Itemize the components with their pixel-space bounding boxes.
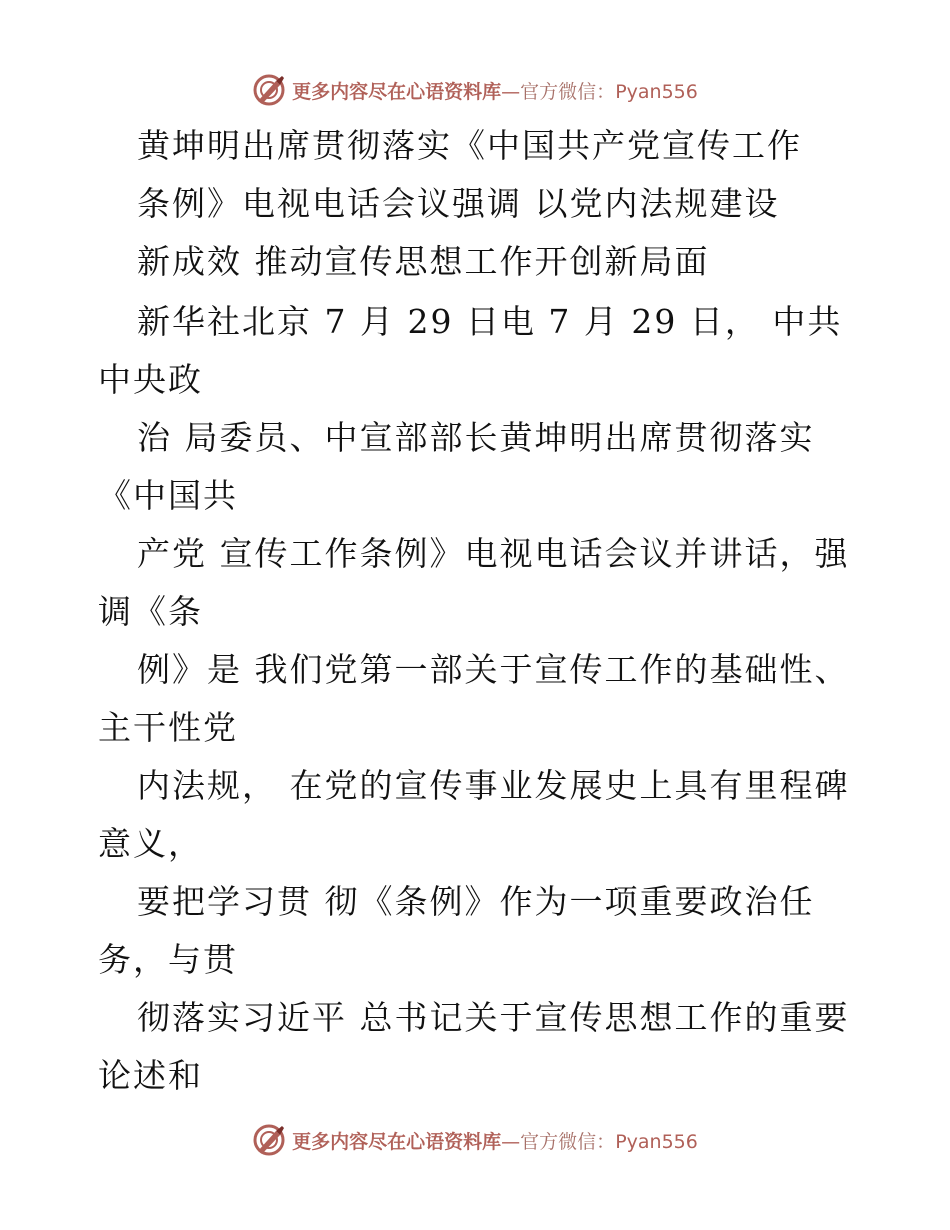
body-line: 论述和 (98, 1056, 203, 1095)
body-line: 调《条 (98, 592, 203, 631)
body-line: 产党 宣传工作条例》电视电话会议并讲话，强 (137, 534, 850, 573)
body-line: 要把学习贯 彻《条例》作为一项重要政治任 (137, 882, 815, 921)
title-line: 黄坤明出席贯彻落实《中国共产党宣传工作 (137, 126, 802, 165)
header-banner (0, 70, 950, 110)
header-banner-text (292, 77, 698, 104)
body-line: 治 局委员、中宣部部长黄坤明出席贯彻落实 (137, 418, 815, 457)
banner-contact-id: Pyan556 (615, 1130, 698, 1153)
banner-site-name: 更多内容尽在心语资料库 (292, 1130, 502, 1153)
body-line: 例》是 我们党第一部关于宣传工作的基础性、 (137, 650, 850, 689)
banner-site-name: 更多内容尽在心语资料库 (292, 80, 502, 103)
body-line: 《中国共 (98, 476, 238, 515)
pen-logo-icon (252, 73, 286, 107)
banner-contact-label: 官方微信： (520, 80, 616, 103)
footer-banner-text (292, 1127, 698, 1154)
banner-dash: — (501, 80, 521, 103)
title-line: 新成效 推动宣传思想工作开创新局面 (137, 242, 710, 281)
banner-contact-id: Pyan556 (615, 80, 698, 103)
body-line: 中央政 (98, 360, 203, 399)
banner-dash: — (501, 1130, 521, 1153)
pen-logo-icon (252, 1123, 286, 1157)
title-line: 条例》电视电话会议强调 以党内法规建设 (137, 184, 780, 223)
body-line: 新华社北京 7 月 29 日电 7 月 29 日， 中共 (137, 302, 843, 341)
body-line: 务，与贯 (98, 940, 238, 979)
body-line: 意义， (98, 824, 203, 863)
body-line: 彻落实习近平 总书记关于宣传思想工作的重要 (137, 998, 850, 1037)
body-line: 主干性党 (98, 708, 238, 747)
body-line: 内法规， 在党的宣传事业发展史上具有里程碑 (137, 766, 850, 805)
banner-contact-label: 官方微信： (520, 1130, 616, 1153)
footer-banner (0, 1120, 950, 1160)
